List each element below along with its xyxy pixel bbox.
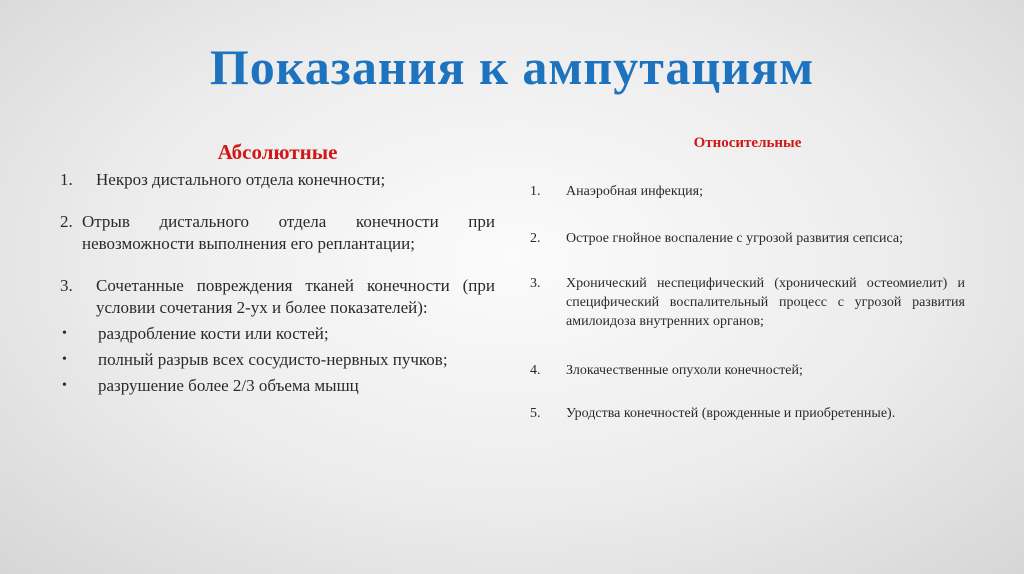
bullet-text: разрушение более 2/3 объема мышц xyxy=(98,376,359,395)
bullet-item xyxy=(60,323,495,345)
item-text: Отрыв дистального отдела конечности при невозможности выполнения его реплантации; xyxy=(82,212,495,253)
item-number: 3. xyxy=(60,276,73,295)
absolute-heading: Абсолютные xyxy=(217,140,338,164)
item-text: Сочетанные повреждения тканей конечности (при условии сочетания 2-ух и более показателей): xyxy=(96,276,495,317)
item-text: Некроз дистального отдела конечности; xyxy=(96,170,386,189)
item-text: Уродства конечностей (врожденные и приобретенные). xyxy=(566,406,896,421)
list-item xyxy=(530,361,965,380)
bullet-item xyxy=(60,375,495,397)
item-text: Хронический неспецифический (хронический остеомиелит) и специфический воспалительный процесс с угрозой развития амилоидоза внутренних органов; xyxy=(566,276,965,329)
list-item xyxy=(530,182,965,201)
bullet-item xyxy=(60,349,495,371)
list-item xyxy=(60,169,495,191)
list-item xyxy=(530,274,965,331)
item-text: Острое гнойное воспаление с угрозой развития сепсиса; xyxy=(566,231,903,246)
relative-heading: Относительные xyxy=(693,135,802,151)
item-number: 2. xyxy=(60,212,73,231)
item-number: 2. xyxy=(530,231,541,246)
item-number: 5. xyxy=(530,406,541,421)
bullet-text: полный разрыв всех сосудисто-нервных пучков; xyxy=(98,350,448,369)
bullet-icon: • xyxy=(62,326,67,341)
item-text: Анаэробная инфекция; xyxy=(566,184,703,199)
bullet-icon: • xyxy=(62,378,67,393)
list-item xyxy=(60,211,495,255)
item-number: 1. xyxy=(530,184,541,199)
relative-indications xyxy=(530,135,965,423)
item-number: 3. xyxy=(530,276,541,291)
list-item xyxy=(60,275,495,319)
item-number: 4. xyxy=(530,363,541,378)
list-item xyxy=(530,229,965,248)
item-number: 1. xyxy=(60,170,73,189)
item-text: Злокачественные опухоли конечностей; xyxy=(566,363,803,378)
absolute-indications xyxy=(60,140,495,397)
page-title: Показания к ампутациям xyxy=(209,39,815,95)
bullet-text: раздробление кости или костей; xyxy=(98,324,329,343)
bullet-icon: • xyxy=(62,352,67,367)
list-item xyxy=(530,404,965,423)
